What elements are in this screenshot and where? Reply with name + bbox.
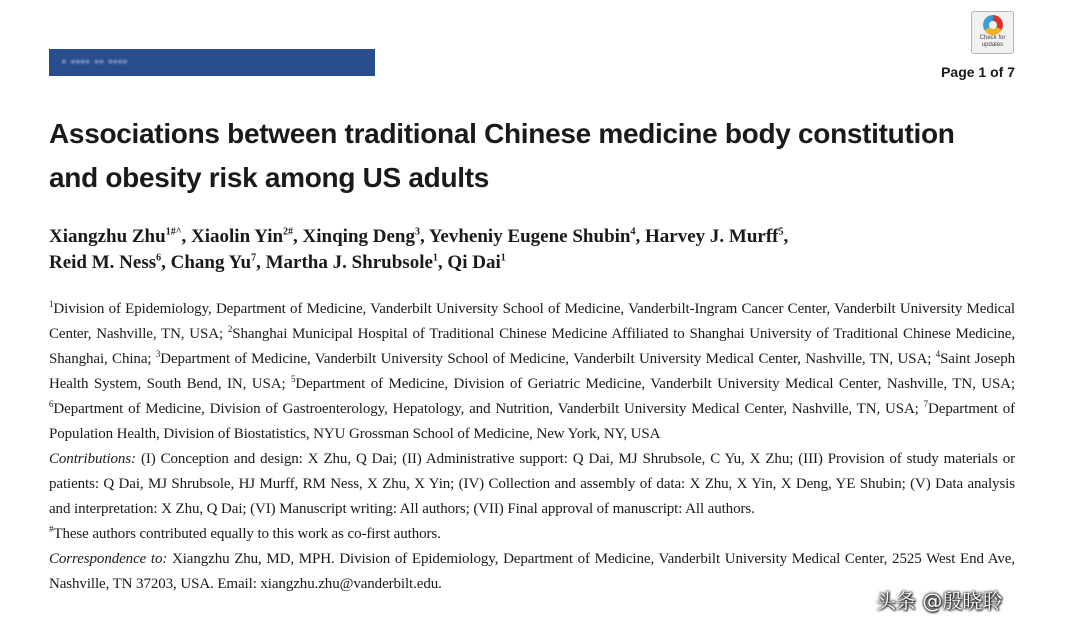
affiliation-text: Shanghai Municipal Hospital of Traditional Chinese Medicine Affiliated to Shanghai University of Traditional Chinese Medicine, Shanghai, China; [49,326,1015,367]
author-name: Reid M. Ness [49,252,157,273]
author-affiliation-mark: 6 [156,252,162,264]
contributions-label: Contributions: [49,451,136,467]
author-name: Harvey J. Murff [644,226,779,247]
author-affiliation-mark: 5 [778,226,784,238]
affiliation-text: Department of Medicine, Vanderbilt University School of Medicine, Vanderbilt University Medical Center, Nashville, TN, USA; [160,351,936,367]
author-affiliation-mark: 3 [415,226,420,238]
author-affiliation-mark: 1#^ [165,226,182,238]
author-name: Yevheniy Eugene Shubin [428,226,631,247]
affiliation-text: Department of Medicine, Division of Gastroenterology, Hepatology, and Nutrition, Vanderbilt University Medical Center, Nashville, TN, USA; [53,401,924,417]
author-name: Xinqing Deng [302,226,415,247]
cofirst-note [49,522,1015,547]
affiliation-text: Department of Medicine, Division of Geriatric Medicine, Vanderbilt University Medical Center, Nashville, TN, USA; [295,376,1015,392]
page-number: Page 1 of 7 [941,64,1015,80]
author-affiliation-mark: 2# [283,226,294,238]
check-for-updates-badge[interactable] [971,11,1014,54]
author-name: Chang Yu [170,252,252,273]
affiliations [49,297,1015,447]
article-title: Associations between traditional Chinese medicine body constitution and obesity risk among US adults [49,118,955,193]
author-list: Xiangzhu Zhu$^{1\#\^{}}$, Xiaolin Yin$^{2\#}$, Xinqing Deng$^3$, Yevheniy Eugene Shubin$^4$, Harvey J. Murff$^5$, Reid M. Ness$^6$, Chang Yu$^7$, Martha J. Shrubsole$^1$, Qi Dai$^1$ [49,226,789,273]
contributions-text: (I) Conception and design: X Zhu, Q Dai; (II) Administrative support: Q Dai, MJ Shrubsole, C Yu, X Zhu; (III) Provision of study materials or patients: Q Dai, MJ Shrubsole, HJ Murff, RM Ness, X Zhu, X Yin; (IV) Collection and assembly of data: X Zhu, X Yin, X Deng, YE Shubin; (V) Data analysis and interpretation: X Zhu, Q Dai; (VI) Manuscript writing: All authors; (VII) Final approval of manuscript: All authors. [49,451,1015,517]
journal-banner-logo: ▪ ▪▪▪▪ ▪▪ ▪▪▪▪ [62,56,129,68]
author-name: Qi Dai [447,252,501,273]
affiliation-number: 2 [227,324,233,334]
author-affiliation-mark: 1 [432,252,438,264]
watermark: 头条 @殷晓聆 [876,589,1003,613]
affiliation-number: 3 [155,349,161,359]
correspondence-label: Correspondence to: [49,551,168,567]
author-affiliation-mark: 4 [630,226,636,238]
correspondence [49,547,1015,597]
correspondence-text: Xiangzhu Zhu, MD, MPH. Division of Epidemiology, Department of Medicine, Vanderbilt University Medical Center, 2525 West End Ave, Nashville, TN 37203, USA. Email: xiangzhu.zhu@vanderbilt.edu. [49,551,1015,592]
affiliation-number: 1 [49,299,54,309]
affiliation-text: Saint Joseph Health System, South Bend, IN, USA; [49,351,1016,392]
affiliation-number: 5 [291,374,296,384]
author-affiliation-mark: 7 [251,252,257,264]
cofirst-text: These authors contributed equally to this work as co-first authors. [53,526,441,542]
author-name: Xiaolin Yin [191,226,284,247]
contributions [49,447,1015,522]
front-matter [49,297,1015,597]
affiliation-number: 7 [923,399,929,409]
author-name: Martha J. Shrubsole [265,252,433,273]
badge-label: Check for updates [979,35,1006,48]
cofirst-mark: # [49,524,54,534]
affiliation-text: Department of Population Health, Division of Biostatistics, NYU Grossman School of Medicine, New York, NY, USA [49,401,1015,442]
affiliation-text: Division of Epidemiology, Department of Medicine, Vanderbilt University School of Medicine, Vanderbilt-Ingram Cancer Center, Vanderbilt University Medical Center, Nashville, TN, USA; [49,301,1015,342]
affiliation-number: 6 [49,399,54,409]
author-affiliation-mark: 1 [500,252,506,264]
crossmark-icon [983,15,1003,35]
author-name: Xiangzhu Zhu [49,226,166,247]
affiliation-number: 4 [935,349,941,359]
